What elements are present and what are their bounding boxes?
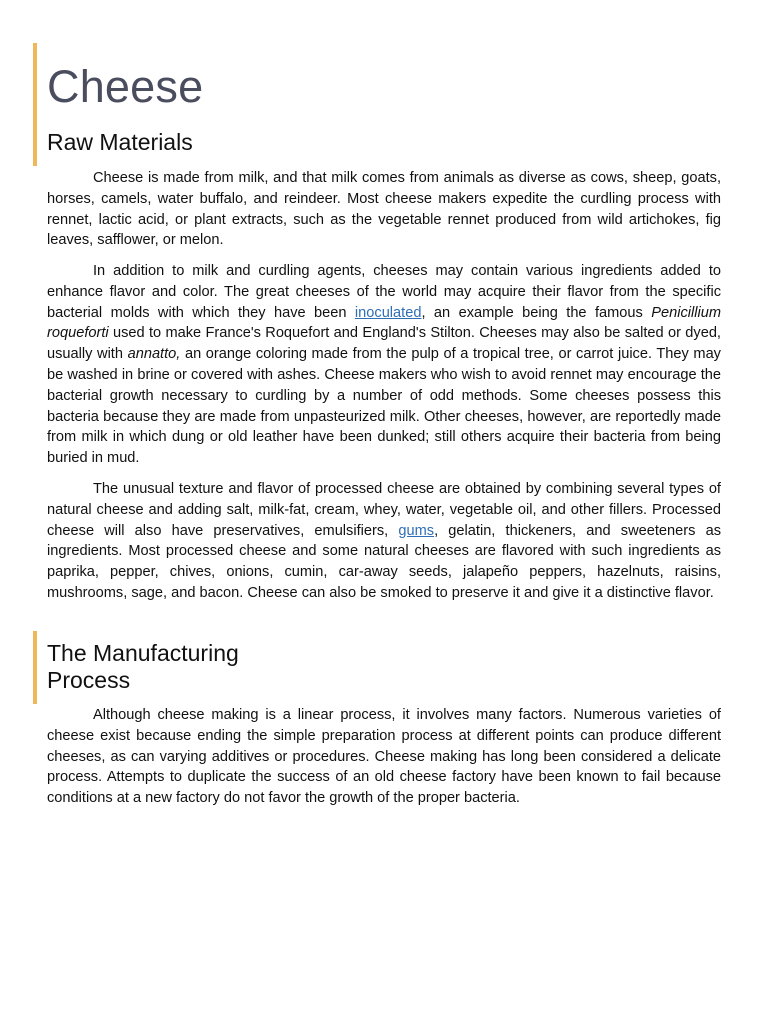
paragraph <box>47 261 721 469</box>
section-accent-bar <box>33 631 37 704</box>
paragraph-text: used to make France's Roquefort and England's Stilton. Cheeses may also be salted or dyed, usually with <box>47 325 721 363</box>
gums-link[interactable]: gums <box>398 522 435 539</box>
paragraph <box>47 479 721 604</box>
inoculated-link[interactable]: inoculated <box>354 304 422 321</box>
paragraph-text: , gelatin, thickeners, and sweeteners as ingredients. Most processed cheese and some natural cheeses are flavored with such ingredients as paprika, pepper, chives, onions, cumin, car-away seeds, jalapeño peppers, hazelnuts, raisins, mushrooms, sage, and bacon. Cheese can also be smoked to preserve it and give it a distinctive flavor. <box>47 522 721 601</box>
italic-term: annatto, <box>127 346 181 363</box>
document-title: Cheese <box>47 61 204 112</box>
section-accent-bar <box>33 43 37 166</box>
paragraph <box>47 168 721 251</box>
paragraph-text: The unusual texture and flavor of processed cheese are obtained by combining several types of natural cheese and adding salt, milk-fat, cream, whey, water, vegetable oil, and other fillers. Processed cheese will also have preservatives, emulsifiers, <box>47 481 721 539</box>
paragraph-text: an orange coloring made from the pulp of a tropical tree, or carrot juice. They may be washed in brine or covered with ashes. Cheese makers who wish to avoid rennet may encourage the bacterial growth necessary to curdling by a number of odd methods. Some cheeses possess this bacteria because they are made from unpasteurized milk. Other cheeses, however, are reportedly made from milk in which dung or old leather have been dunked; still others acquire their bacteria from being buried in mud. <box>47 346 721 467</box>
section-heading-raw-materials: Raw Materials <box>47 129 193 155</box>
section-heading-manufacturing-process: The Manufacturing Process <box>47 640 239 693</box>
paragraph-text: Although cheese making is a linear process, it involves many factors. Numerous varieties of cheese exist because ending the simple preparation process at different points can produce different cheeses, as can varying additives or procedures. Cheese making has long been considered a delicate process. Attempts to duplicate the success of an old cheese factory have been known to fail because conditions at a new factory do not favor the growth of the proper bacteria. <box>47 707 721 807</box>
paragraph <box>47 705 721 809</box>
italic-term: Penicillium roqueforti <box>47 304 721 342</box>
paragraph-text: , an example being the famous <box>421 304 652 321</box>
paragraph-text: Cheese is made from milk, and that milk comes from animals as diverse as cows, sheep, goats, horses, camels, water buffalo, and reindeer. Most cheese makers expedite the curdling process with rennet, lactic acid, or plant extracts, such as the vegetable rennet produced from wild artichokes, fig leaves, safflower, or melon. <box>47 170 721 249</box>
paragraph-text: In addition to milk and curdling agents, cheeses may contain various ingredients added to enhance flavor and color. The great cheeses of the world may acquire their flavor from the specific bacterial molds with which they have been <box>47 263 721 321</box>
